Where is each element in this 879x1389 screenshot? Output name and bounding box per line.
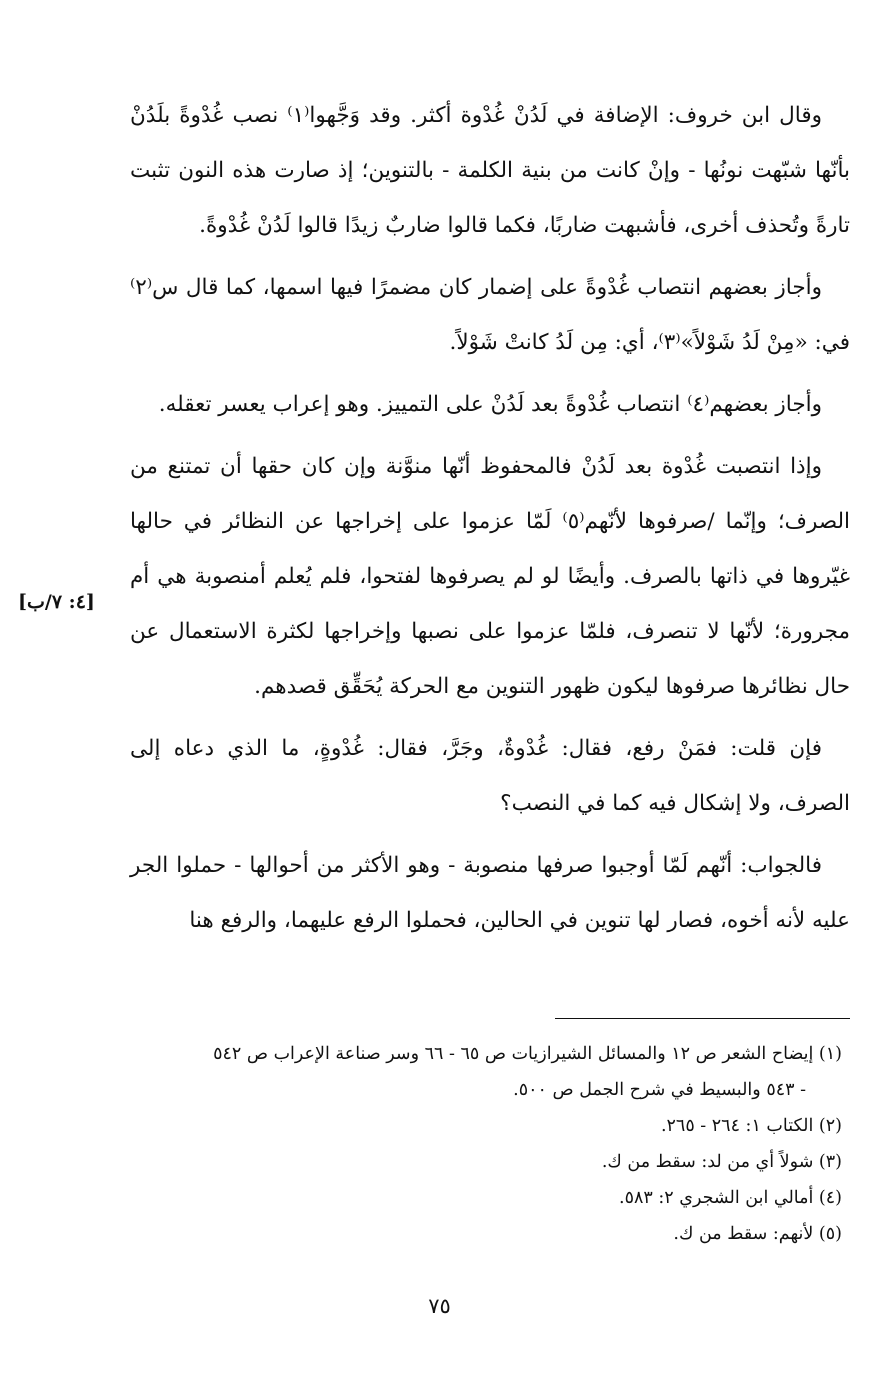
main-text	[130, 88, 850, 948]
footnote-3: (٣) شولاً أي من لد: سقط من ك.	[601, 1152, 842, 1172]
footnote-separator	[555, 1018, 850, 1019]
paragraph-4: وإذا انتصبت غُدْوة بعد لَدُنْ فالمحفوظ أنّها منوَّنة وإن كان حقها أن تمتنع من الصرف؛ وإنّما /صرفوها لأنّهم⁽٥⁾ لَمّا عزموا على إخراجها عن النظائر في حالها غيّروها في ذاتها بالصرف. وأيضًا لو لم يصرفوها لفتحوا، فلم يُعلم أمنصوبة هي أم مجرورة؛ لأنّها لا تنصرف، فلمّا عزموا على نصبها وإخراجها لكثرة الاستعمال عن حال نظائرها صرفوها ليكون ظهور التنوين مع الحركة يُحَقِّق قصدهم.	[130, 454, 850, 699]
footnote-2: (٢) الكتاب ١: ٢٦٤ - ٢٦٥.	[660, 1116, 842, 1136]
footnote-5: (٥) لأنهم: سقط من ك.	[673, 1224, 842, 1244]
paragraph-3: وأجاز بعضهم⁽٤⁾ انتصاب غُدْوةً بعد لَدُنْ على التمييز. وهو إعراب يعسر تعقله.	[158, 392, 822, 417]
paragraph-2: وأجاز بعضهم انتصاب غُدْوةً على إضمار كان مضمرًا فيها اسمها، كما قال س⁽٢⁾ في: «مِنْ لَدُ شَوْلاً»⁽٣⁾، أي: مِن لَدُ كانتْ شَوْلاً.	[130, 275, 850, 355]
paragraph-6: فالجواب: أنّهم لَمّا أوجبوا صرفها منصوبة - وهو الأكثر من أحوالها - حملوا الجر عليه لأنه أخوه، فصار لها تنوين في الحالين، فحملوا الرفع عليهما، والرفع هنا	[130, 853, 850, 933]
page-number: ٧٥	[428, 1294, 451, 1318]
footnote-4: (٤) أمالي ابن الشجري ٢: ٥٨٣.	[619, 1188, 842, 1208]
paragraph-1: وقال ابن خروف: الإضافة في لَدُنْ غُدْوة أكثر. وقد وَجَّهوا⁽١⁾ نصب غُدْوةً بلَدُنْ بأنّها شبّهت نونُها - وإنْ كانت من بنية الكلمة - بالتنوين؛ إذ صارت هذه النون تثبت تارةً وتُحذف أخرى، فأشبهت ضاربًا، فكما قالوا ضاربٌ زيدًا قالوا لَدُنْ غُدْوةً.	[130, 103, 850, 238]
footnotes	[130, 1036, 850, 1252]
manuscript-folio-reference: [٤: ٧/ب]	[18, 591, 95, 613]
footnote-1-continued: - ٥٤٣ والبسيط في شرح الجمل ص ٥٠٠.	[513, 1080, 806, 1100]
paragraph-5: فإن قلت: فمَنْ رفع، فقال: غُدْوةٌ، وجَرَّ، فقال: غُدْوةٍ، ما الذي دعاه إلى الصرف، ولا إشكال فيه كما في النصب؟	[130, 736, 850, 816]
footnote-1: (١) إيضاح الشعر ص ١٢ والمسائل الشيرازيات ص ٦٥ - ٦٦ وسر صناعة الإعراب ص ٥٤٢	[213, 1044, 842, 1064]
